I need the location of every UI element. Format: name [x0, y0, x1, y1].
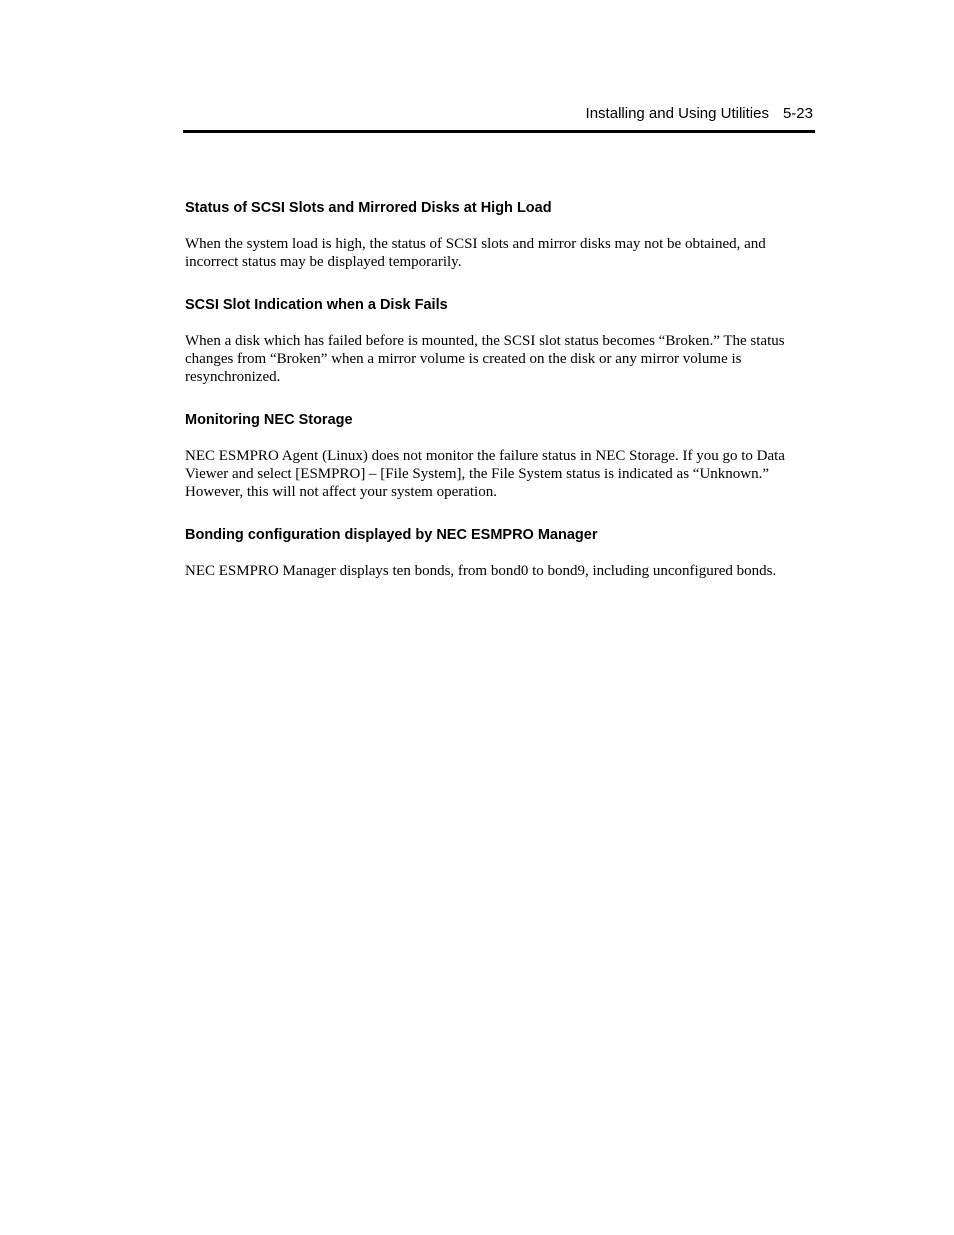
- section-heading: SCSI Slot Indication when a Disk Fails: [185, 297, 448, 313]
- page-content: [185, 198, 815, 604]
- page-number: 5-23: [782, 105, 813, 122]
- section-bonding-configuration: [185, 525, 815, 580]
- page-header: [183, 104, 815, 133]
- section-body: When the system load is high, the status of SCSI slots and mirror disks may not be obtained, and incorrect status may be displayed temporarily.: [185, 236, 766, 270]
- section-heading: Monitoring NEC Storage: [185, 412, 353, 428]
- chapter-title: Installing and Using Utilities: [585, 105, 769, 122]
- section-body: When a disk which has failed before is mounted, the SCSI slot status becomes “Broken.” The status changes from “Broken” when a mirror volume is created on the disk or any mirror volume is resynchronized.: [185, 333, 785, 385]
- section-body: NEC ESMPRO Manager displays ten bonds, from bond0 to bond9, including unconfigured bonds.: [185, 563, 777, 579]
- header-text: [586, 105, 813, 123]
- section-heading: Status of SCSI Slots and Mirrored Disks at High Load: [185, 200, 552, 216]
- section-heading: Bonding configuration displayed by NEC ESMPRO Manager: [185, 527, 598, 543]
- section-body: NEC ESMPRO Agent (Linux) does not monitor the failure status in NEC Storage. If you go to Data Viewer and select [ESMPRO] – [File System], the File System status is indicated as “Unknown.” However, this will not affect your system operation.: [185, 448, 785, 500]
- section-scsi-high-load: [185, 198, 815, 271]
- section-scsi-disk-fails: [185, 295, 815, 386]
- section-monitoring-nec-storage: [185, 410, 815, 501]
